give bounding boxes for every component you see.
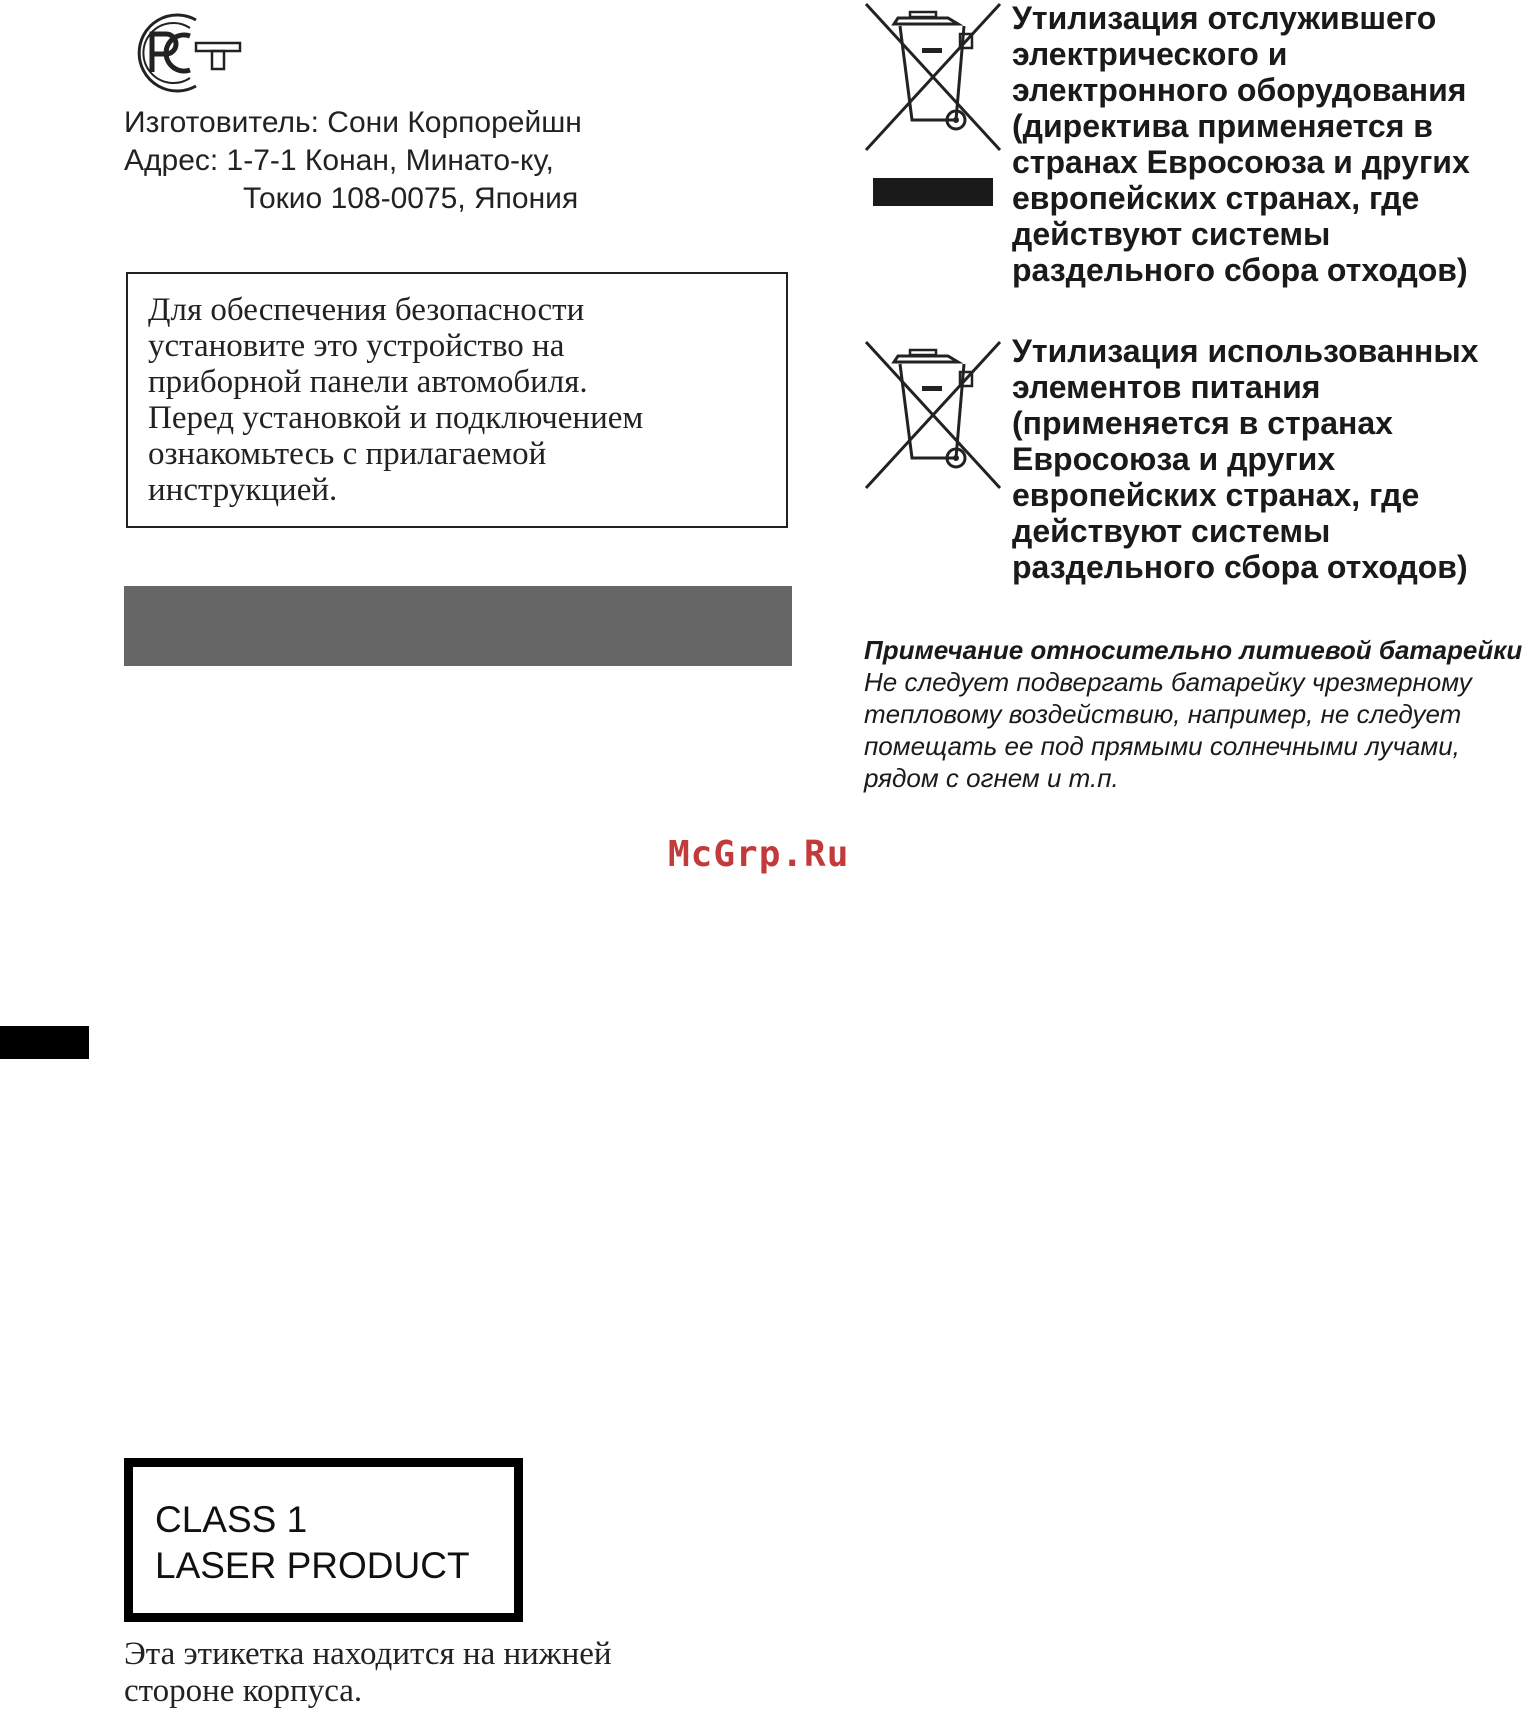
bin-underline-bar (873, 178, 993, 206)
crossed-out-wheelie-bin-icon (864, 340, 1002, 490)
pct-certification-mark-icon (126, 10, 244, 96)
note-body: Не следует подвергать батарейку чрезмерному тепловому воздействию, например, не следует помещать ее под прямыми солнечными лучами, рядом с огнем и т.п. (864, 667, 1472, 793)
lithium-battery-note (864, 634, 1524, 794)
side-tab-marker (0, 1026, 89, 1059)
laser-product-line: LASER PRODUCT (155, 1545, 470, 1586)
safety-notice-box (126, 272, 788, 528)
watermark: McGrp.Ru (668, 834, 850, 875)
laser-label-caption: Эта этикетка находится на нижней стороне корпуса. (124, 1636, 612, 1709)
manufacturer-info (124, 104, 582, 218)
manufacturer-line: Изготовитель: Сони Корпорейшн (124, 106, 582, 139)
address-line-1: Адрес: 1-7-1 Конан, Минато-ку, (124, 144, 554, 177)
laser-class-line: CLASS 1 (155, 1499, 308, 1540)
disposal-text-batteries: Утилизация использованных элементов питания (применяется в странах Евросоюза и других европейских странах, где действуют системы раздельного сбора отходов) (1012, 333, 1479, 585)
address-line-2: Токио 108-0075, Япония (243, 182, 579, 215)
crossed-out-wheelie-bin-icon (864, 2, 1002, 152)
safety-notice-text: Для обеспечения безопасности установите это устройство на приборной панели автомобиля. Перед установкой и подключением ознакомьтесь с прилагаемой инструкцией. (148, 292, 644, 508)
disposal-text-electronics: Утилизация отслужившего электрического и электронного оборудования (директива применяется в странах Евросоюза и других европейских странах, где действуют системы раздельного сбора отходов) (1012, 0, 1470, 288)
note-title: Примечание относительно литиевой батарейки (864, 635, 1523, 665)
laser-product-label (124, 1458, 523, 1622)
grey-band (124, 586, 792, 666)
